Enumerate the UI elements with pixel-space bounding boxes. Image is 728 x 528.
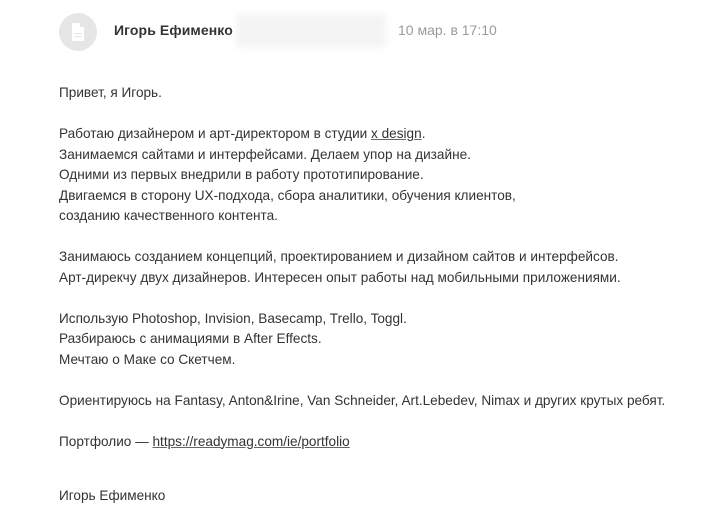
portfolio-label: Портфолио — — [59, 433, 153, 449]
sender-avatar[interactable] — [59, 13, 97, 51]
message-header — [0, 0, 728, 60]
redacted-sender-email — [236, 14, 386, 48]
portfolio-line — [59, 432, 719, 453]
tools-line-3: Мечтаю о Маке со Скетчем. — [59, 351, 236, 367]
intro-line-1 — [59, 124, 719, 145]
greeting-paragraph — [59, 83, 719, 104]
work-line-2: Арт-дирекчу двух дизайнеров. Интересен опыт работы над мобильными приложениями. — [59, 269, 621, 285]
work-line-1: Занимаюсь созданием концепций, проектированием и дизайном сайтов и интерфейсов. — [59, 249, 619, 264]
intro-paragraph — [59, 124, 719, 227]
intro-line-1-text: Работаю дизайнером и арт-директором в студии — [59, 126, 372, 141]
sender-name[interactable]: Игорь Ефименко — [114, 22, 233, 38]
inspiration-paragraph — [59, 391, 719, 412]
studio-link[interactable]: x design — [371, 126, 422, 141]
portfolio-paragraph — [59, 432, 719, 453]
intro-line-1-suffix: . — [421, 126, 426, 141]
intro-line-5: созданию качественного контента. — [59, 208, 278, 223]
document-icon — [70, 22, 86, 42]
message-body — [59, 83, 719, 473]
inspiration-line: Ориентируюсь на Fantasy, Anton&Irine, Van Schneider, Art.Lebedev, Nimax и других крутых ребят. — [59, 392, 666, 408]
intro-line-2: Занимаемся сайтами и интерфейсами. Делаем упор на дизайне. — [59, 146, 471, 162]
tools-line-2: Разбираюсь с анимациями в After Effects. — [59, 331, 322, 346]
message-date: 10 мар. в 17:10 — [398, 22, 497, 38]
intro-line-4: Двигаемся в сторону UX-подхода, сбора аналитики, обучения клиентов, — [59, 187, 516, 203]
signature: Игорь Ефименко — [59, 488, 166, 503]
greeting-line: Привет, я Игорь. — [59, 85, 162, 100]
intro-line-3: Одними из первых внедрили в работу прототипирование. — [59, 167, 424, 182]
tools-line-1: Использую Photoshop, Invision, Basecamp, Trello, Toggl. — [59, 310, 407, 326]
work-paragraph — [59, 247, 719, 288]
portfolio-link[interactable]: https://readymag.com/ie/portfolio — [152, 433, 350, 449]
tools-paragraph — [59, 309, 719, 371]
